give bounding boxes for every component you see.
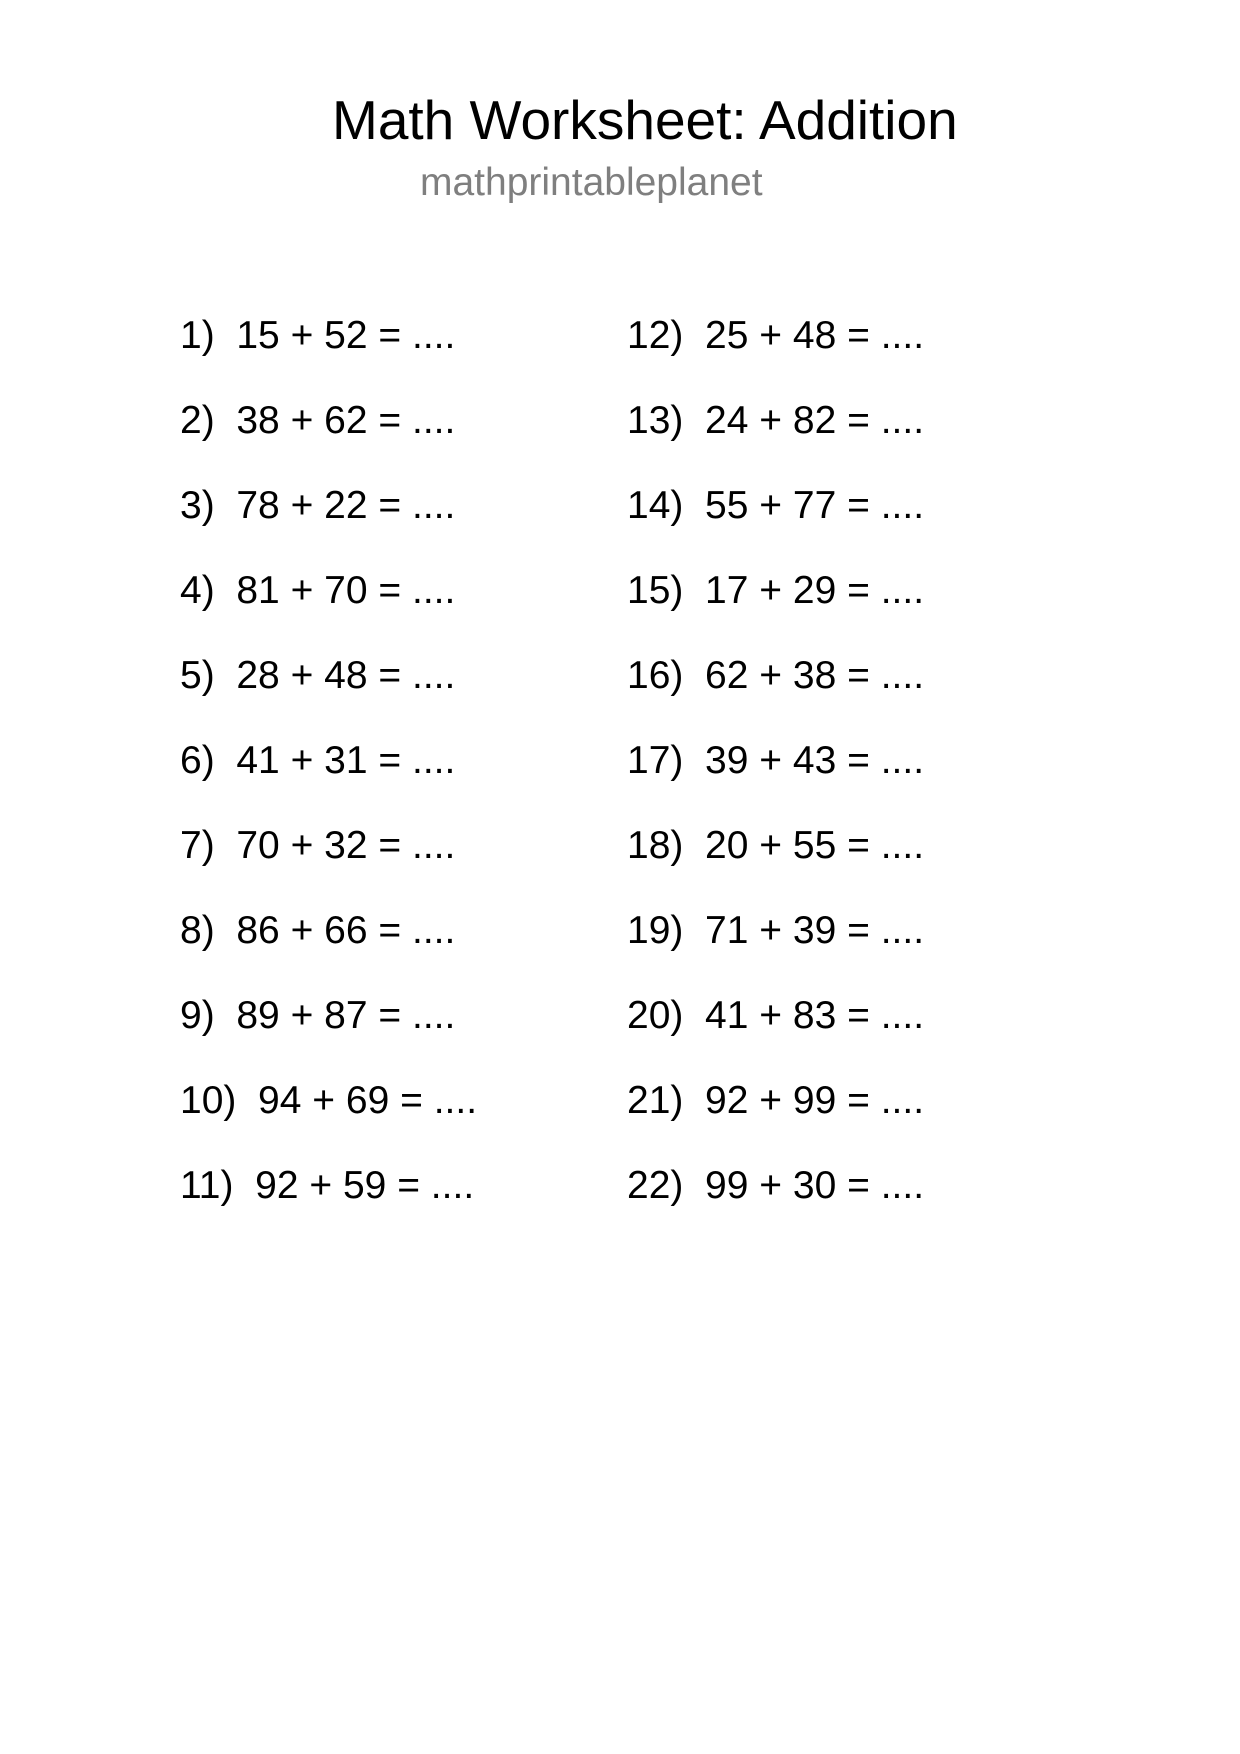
problem-expression: 86 + 66 = ....: [236, 909, 456, 952]
problem-expression: 15 + 52 = ....: [236, 314, 456, 357]
problem-item: [627, 480, 924, 565]
problem-item: [627, 990, 924, 1075]
problem-number: 3): [180, 484, 215, 527]
problem-expression: 62 + 38 = ....: [705, 654, 925, 697]
problem-expression: 92 + 59 = ....: [255, 1164, 475, 1207]
problem-number: 20): [627, 994, 684, 1037]
problem-expression: 99 + 30 = ....: [705, 1164, 925, 1207]
problem-number: 4): [180, 569, 215, 612]
problem-expression: 71 + 39 = ....: [705, 909, 925, 952]
problem-expression: 17 + 29 = ....: [705, 569, 925, 612]
problem-item: [180, 990, 477, 1075]
problem-item: [627, 565, 924, 650]
problem-expression: 28 + 48 = ....: [236, 654, 456, 697]
problems-column-left: [180, 310, 477, 1245]
problem-item: [180, 1075, 477, 1160]
problem-item: [180, 480, 477, 565]
problem-number: 10): [180, 1079, 237, 1122]
problem-number: 13): [627, 399, 684, 442]
problem-item: [627, 820, 924, 905]
problem-item: [627, 310, 924, 395]
problem-expression: 20 + 55 = ....: [705, 824, 925, 867]
problem-number: 19): [627, 909, 684, 952]
problem-number: 17): [627, 739, 684, 782]
problem-number: 18): [627, 824, 684, 867]
problem-item: [627, 1075, 924, 1160]
problem-item: [627, 735, 924, 820]
problem-expression: 39 + 43 = ....: [705, 739, 925, 782]
problem-number: 5): [180, 654, 215, 697]
problem-number: 15): [627, 569, 684, 612]
problems-column-right: [627, 310, 924, 1245]
problem-number: 21): [627, 1079, 684, 1122]
problem-item: [180, 820, 477, 905]
problem-number: 2): [180, 399, 215, 442]
problem-expression: 38 + 62 = ....: [236, 399, 456, 442]
problem-number: 22): [627, 1164, 684, 1207]
problem-item: [627, 395, 924, 480]
problem-expression: 89 + 87 = ....: [236, 994, 456, 1037]
problem-number: 1): [180, 314, 215, 357]
problem-expression: 78 + 22 = ....: [236, 484, 456, 527]
problem-item: [180, 735, 477, 820]
problem-item: [180, 565, 477, 650]
problem-expression: 81 + 70 = ....: [236, 569, 456, 612]
page-title: Math Worksheet: Addition: [332, 89, 958, 151]
problem-number: 12): [627, 314, 684, 357]
problem-expression: 55 + 77 = ....: [705, 484, 925, 527]
problem-item: [180, 905, 477, 990]
site-name-subtitle: mathprintableplanet: [420, 161, 763, 204]
problem-number: 9): [180, 994, 215, 1037]
problem-item: [180, 395, 477, 480]
problem-item: [180, 310, 477, 395]
problem-item: [180, 1160, 477, 1245]
problem-expression: 24 + 82 = ....: [705, 399, 925, 442]
problem-number: 11): [180, 1164, 234, 1207]
problem-number: 7): [180, 824, 215, 867]
problem-item: [627, 650, 924, 735]
problem-expression: 70 + 32 = ....: [236, 824, 456, 867]
problem-expression: 94 + 69 = ....: [258, 1079, 478, 1122]
problem-expression: 92 + 99 = ....: [705, 1079, 925, 1122]
problem-item: [627, 905, 924, 990]
problem-expression: 25 + 48 = ....: [705, 314, 925, 357]
problem-item: [627, 1160, 924, 1245]
problem-expression: 41 + 83 = ....: [705, 994, 925, 1037]
problem-number: 16): [627, 654, 684, 697]
problem-number: 6): [180, 739, 215, 782]
problem-number: 14): [627, 484, 684, 527]
problem-expression: 41 + 31 = ....: [236, 739, 456, 782]
problem-item: [180, 650, 477, 735]
problem-number: 8): [180, 909, 215, 952]
